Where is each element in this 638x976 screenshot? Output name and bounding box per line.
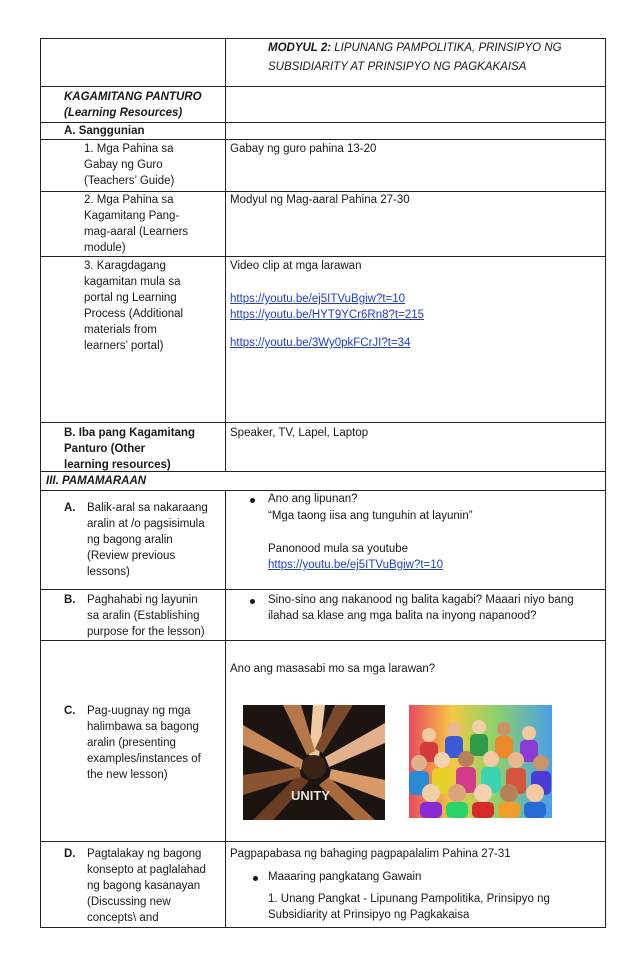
resources-heading: KAGAMITANG PANTURO [64, 91, 202, 103]
examples-label: Pag-uugnay ng mga halimbawa sa bagong aralin (presenting examples/instances of the new lesson) [87, 705, 201, 781]
row-divider [40, 640, 606, 641]
d-bullet-text: Maaaring pangkatang Gawain [268, 871, 422, 883]
c-question: Ano ang masasabi mo sa mga larawan? [230, 663, 436, 675]
c-letter: C. [64, 705, 76, 717]
new-concepts-label: Pagtalakay ng bagong konsepto at paglalahad ng bagong kasanayan (Discussing new concepts\ and [87, 848, 206, 924]
lesson-plan-table [40, 38, 606, 928]
row-divider [40, 86, 606, 87]
modyul-prefix: MODYUL 2: [268, 42, 332, 54]
modyul-title [268, 40, 562, 56]
row-divider [40, 139, 606, 140]
row-divider [40, 422, 606, 423]
bullet-icon [253, 876, 258, 881]
column-divider [225, 38, 226, 472]
purpose-label: Paghahabi ng layunin sa aralin (Establishing purpose for the lesson) [87, 594, 205, 638]
row-divider [40, 38, 606, 39]
sanggunian-label: A. Sanggunian [64, 125, 145, 137]
a-watch-text: Panonood mula sa youtube [268, 543, 409, 555]
resources-heading-sub: (Learning Resources) [64, 107, 183, 119]
row-divider [40, 927, 606, 928]
bullet-icon [250, 599, 255, 604]
other-resources-label: B. Iba pang Kagamitang Panturo (Other learning resources) [64, 427, 195, 471]
additional-materials-label: 3. Karagdagang kagamitan mula sa portal ng Learning Process (Additional materials from learners’ portal) [84, 260, 184, 352]
bullet-icon [250, 498, 255, 503]
youtube-link-2[interactable]: https://youtu.be/HYT9YCr6Rn8?t=215 [230, 309, 425, 321]
teachers-guide-value: Gabay ng guro pahina 13-20 [230, 143, 377, 155]
learners-module-label: 2. Mga Pahina sa Kagamitang Pang- mag-aaral (Learners module) [84, 194, 189, 254]
b-letter: B. [64, 594, 76, 606]
row-divider [40, 589, 606, 590]
d-value: Pagpapabasa ng bahaging pagpapalalim Pahina 27-31 [230, 848, 511, 860]
row-divider [40, 841, 606, 842]
column-divider [40, 38, 41, 928]
a-quote: “Mga taong iisa ang tunguhin at layunin” [268, 510, 473, 522]
row-divider [40, 256, 606, 257]
unity-text: UNITY [291, 788, 330, 803]
review-lessons-label: Balik-aral sa nakaraang aralin at /o pagsisimula ng bagong aralin (Review previous lessons) [87, 502, 208, 578]
additional-materials-value: Video clip at mga larawan [230, 260, 362, 272]
crowd-image [409, 705, 552, 818]
d-letter: D. [64, 848, 76, 860]
youtube-link-3[interactable]: https://youtu.be/3Wy0pkFCrJI?t=34 [230, 337, 411, 349]
pamamaraan-heading: III. PAMAMARAAN [46, 475, 147, 487]
a-bullet-text: Ano ang lipunan? [268, 493, 358, 505]
b-bullet-text: Sino-sino ang nakanood ng balita kagabi? Maaari niyo bang ilahad sa klase ang mga balita na inyong napanood? [268, 594, 574, 622]
youtube-link-1[interactable]: https://youtu.be/ej5ITVuBgiw?t=10 [230, 293, 406, 305]
a-youtube-link[interactable]: https://youtu.be/ej5ITVuBgiw?t=10 [268, 559, 444, 571]
other-resources-value: Speaker, TV, Lapel, Laptop [230, 427, 369, 439]
modyul-title-line1: LIPUNANG PAMPOLITIKA, PRINSIPYO NG [331, 42, 562, 54]
column-divider [225, 490, 226, 928]
teachers-guide-label: 1. Mga Pahina sa Gabay ng Guro (Teachers’ Guide) [84, 143, 175, 187]
d-item-1: 1. Unang Pangkat - Lipunang Pampolitika, Prinsipyo ng Subsidiarity at Prinsipyo ng Pagkakaisa [268, 893, 550, 921]
learners-module-value: Modyul ng Mag-aaral Pahina 27-30 [230, 194, 410, 206]
modyul-title-line2: SUBSIDIARITY AT PRINSIPYO NG PAGKAKAISA [268, 61, 527, 73]
column-divider [605, 38, 606, 928]
a-letter: A. [64, 502, 76, 514]
unity-hands-image [243, 705, 385, 820]
